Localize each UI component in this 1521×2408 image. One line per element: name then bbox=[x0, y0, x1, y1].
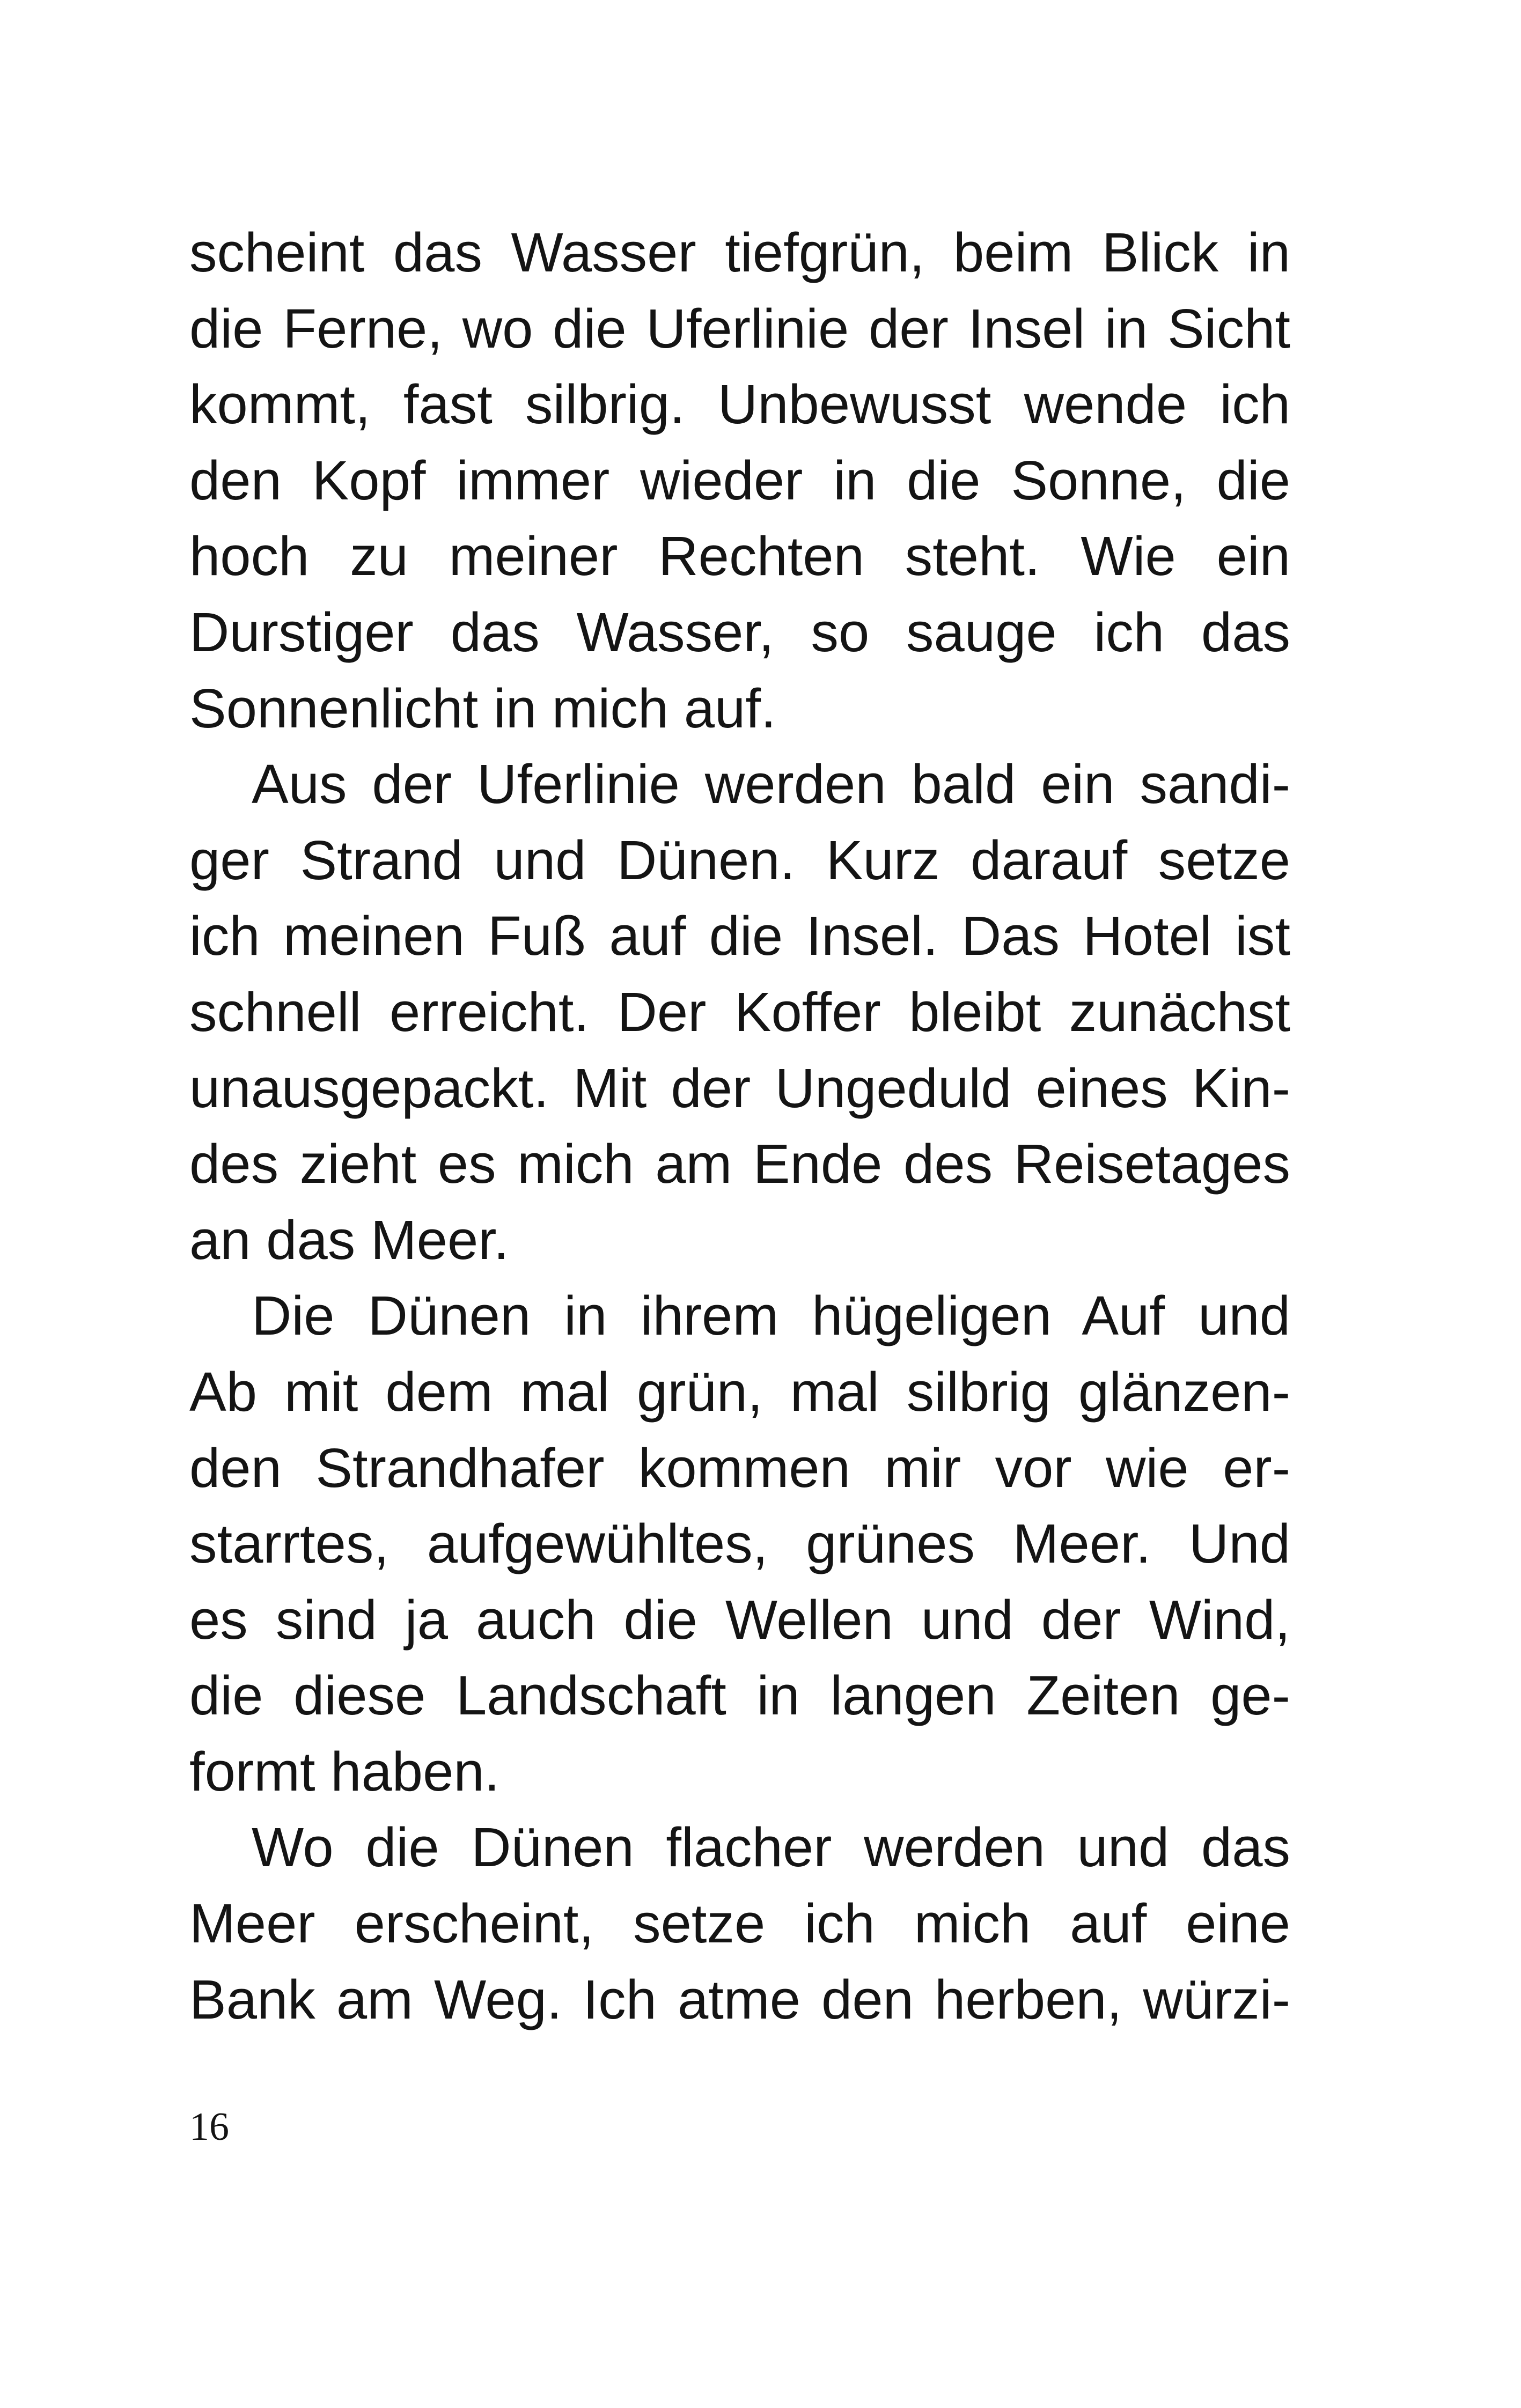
page-number: 16 bbox=[189, 2105, 229, 2149]
text-line: Wo die Dünen flacher werden und das bbox=[252, 1816, 1290, 1879]
text-line: des zieht es mich am Ende des Reisetages bbox=[189, 1133, 1290, 1195]
text-line: Die Dünen in ihrem hügeligen Auf und bbox=[252, 1285, 1290, 1347]
text-line: Ab mit dem mal grün, mal silbrig glänzen- bbox=[189, 1360, 1290, 1423]
text-line: hoch zu meiner Rechten steht. Wie ein bbox=[189, 525, 1290, 587]
text-line: Meer erscheint, setze ich mich auf eine bbox=[189, 1892, 1290, 1955]
text-line: ger Strand und Dünen. Kurz darauf setze bbox=[189, 829, 1290, 891]
text-line: schnell erreicht. Der Koffer bleibt zunächst bbox=[189, 981, 1290, 1043]
text-line: unausgepackt. Mit der Ungeduld eines Kin- bbox=[189, 1057, 1290, 1119]
text-line: Aus der Uferlinie werden bald ein sandi- bbox=[252, 753, 1290, 815]
body-text bbox=[189, 215, 1290, 2037]
text-line: ich meinen Fuß auf die Insel. Das Hotel ist bbox=[189, 905, 1290, 967]
text-line: die Ferne, wo die Uferlinie der Insel in Sicht bbox=[189, 297, 1290, 359]
text-line: scheint das Wasser tiefgrün, beim Blick in bbox=[189, 222, 1290, 283]
text-line: kommt, fast silbrig. Unbewusst wende ich bbox=[189, 373, 1290, 436]
text-line: an das Meer. bbox=[189, 1209, 509, 1271]
text-line: starrtes, aufgewühltes, grünes Meer. Und bbox=[189, 1513, 1290, 1575]
text-line: Durstiger das Wasser, so sauge ich das bbox=[189, 601, 1290, 663]
text-line: den Kopf immer wieder in die Sonne, die bbox=[189, 449, 1290, 511]
text-line: Bank am Weg. Ich atme den herben, würzi- bbox=[189, 1968, 1290, 2030]
text-line: den Strandhafer kommen mir vor wie er- bbox=[189, 1437, 1290, 1499]
text-line: Sonnenlicht in mich auf. bbox=[189, 677, 776, 739]
text-line: die diese Landschaft in langen Zeiten ge- bbox=[189, 1665, 1290, 1727]
text-line: es sind ja auch die Wellen und der Wind, bbox=[189, 1588, 1290, 1651]
text-line: formt haben. bbox=[189, 1740, 500, 1802]
